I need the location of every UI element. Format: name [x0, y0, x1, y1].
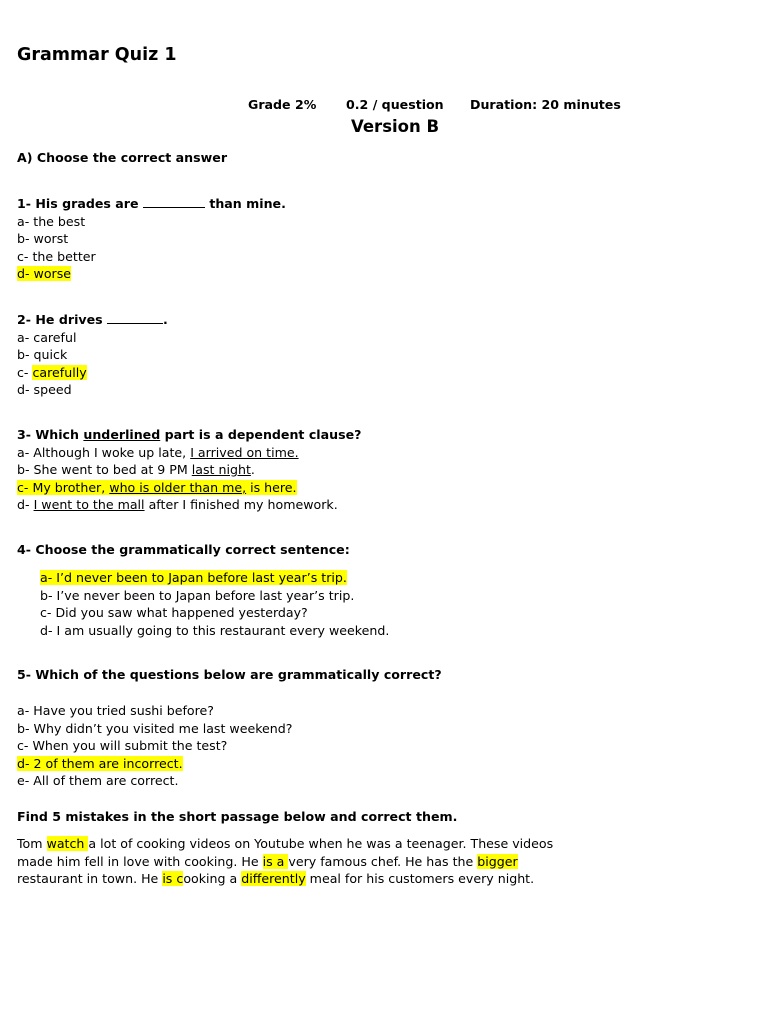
option-a — [17, 444, 361, 462]
question-5-prompt: 5- Which of the questions below are grammatically correct? — [17, 667, 442, 682]
q2-prompt-start: 2- He drives — [17, 312, 103, 327]
passage-text-segment: very famous chef. He has the — [288, 853, 478, 869]
question-1-prompt — [17, 195, 286, 213]
answer-blank — [143, 196, 205, 208]
version-label: Version B — [351, 117, 440, 136]
option-a-text: a- Although I woke up late, — [17, 444, 187, 460]
question-4-options — [40, 569, 389, 639]
duration-info: Duration: 20 minutes — [470, 97, 621, 112]
option-d: d- speed — [17, 382, 72, 398]
q1-prompt-start: 1- His grades are — [17, 196, 139, 211]
option-a-underlined: I arrived on time. — [190, 444, 299, 460]
option-a-highlighted: a- I’d never been to Japan before last year’s trip. — [40, 570, 347, 585]
option-c — [17, 364, 168, 382]
option-d-highlighted: d- worse — [17, 266, 72, 282]
option-e: e- All of them are correct. — [17, 773, 179, 789]
passage-text-segment: ooking a — [183, 871, 242, 887]
option-c-end: is here. — [250, 479, 297, 495]
option-c-highlighted: carefully — [32, 364, 87, 380]
option-d-text: d- — [17, 497, 30, 513]
option-c: c- Did you saw what happened yesterday? — [40, 605, 308, 621]
option-d — [17, 496, 361, 514]
passage-text — [17, 835, 553, 888]
option-b-underlined: last night — [191, 462, 251, 478]
question-5-options — [17, 702, 292, 790]
option-c-underlined: who is older than me, — [109, 479, 247, 495]
q1-prompt-end: than mine. — [209, 196, 286, 211]
passage-text-segment: made him fell in love with cooking. He — [17, 853, 263, 869]
mistake-highlight: watch — [46, 836, 89, 851]
grade-info: Grade 2% — [248, 97, 317, 112]
option-b — [17, 461, 361, 479]
passage-line-3 — [17, 870, 553, 888]
option-b-end: . — [250, 462, 255, 478]
option-d: d- I am usually going to this restaurant every weekend. — [40, 622, 390, 638]
option-c: c- When you will submit the test? — [17, 738, 228, 754]
quiz-title: Grammar Quiz 1 — [17, 45, 177, 65]
passage-text-segment: a lot of cooking videos on Youtube when he was a teenager. These videos — [88, 836, 554, 851]
q3-prompt-underlined: underlined — [83, 427, 161, 442]
option-b: b- I’ve never been to Japan before last year’s trip. — [40, 587, 355, 603]
option-c: c- the better — [17, 248, 96, 264]
section-a-heading: A) Choose the correct answer — [17, 150, 228, 165]
passage-prompt: Find 5 mistakes in the short passage below and correct them. — [17, 809, 458, 824]
option-d-highlighted: d- 2 of them are incorrect. — [17, 755, 183, 771]
question-3-prompt — [17, 426, 361, 444]
mistake-highlight: is c — [162, 871, 184, 887]
option-c-prefix: c- — [17, 364, 33, 380]
q3-prompt-start: 3- Which — [17, 427, 79, 442]
option-a: a- the best — [17, 213, 86, 229]
passage-text-segment: restaurant in town. He — [17, 871, 163, 887]
passage-line-1 — [17, 835, 553, 853]
option-c-text: c- My brother, — [17, 479, 106, 495]
answer-blank — [107, 312, 163, 324]
option-a: a- Have you tried sushi before? — [17, 703, 214, 718]
question-2 — [17, 311, 168, 399]
per-question-info: 0.2 / question — [346, 97, 444, 112]
question-3 — [17, 426, 361, 514]
question-4-prompt: 4- Choose the grammatically correct sentence: — [17, 542, 350, 557]
option-c-highlighted — [17, 479, 361, 497]
option-b: b- Why didn’t you visited me last weekend? — [17, 720, 293, 736]
option-d-end: after I finished my homework. — [148, 497, 338, 513]
option-b-text: b- She went to bed at 9 PM — [17, 462, 188, 478]
question-2-prompt — [17, 311, 168, 329]
passage-text-segment: Tom — [17, 836, 47, 851]
q2-prompt-end: . — [163, 312, 168, 327]
passage-line-2 — [17, 853, 553, 871]
mistake-highlight: differently — [241, 871, 306, 887]
question-1 — [17, 195, 286, 283]
option-a: a- careful — [17, 329, 77, 345]
option-d-underlined: I went to the mall — [33, 497, 145, 513]
passage-text-segment: meal for his customers every night. — [305, 871, 535, 887]
mistake-highlight: is a — [262, 853, 289, 869]
option-b: b- quick — [17, 347, 68, 363]
mistake-highlight: bigger — [477, 853, 518, 869]
q3-prompt-end: part is a dependent clause? — [164, 427, 362, 442]
option-b: b- worst — [17, 231, 69, 247]
